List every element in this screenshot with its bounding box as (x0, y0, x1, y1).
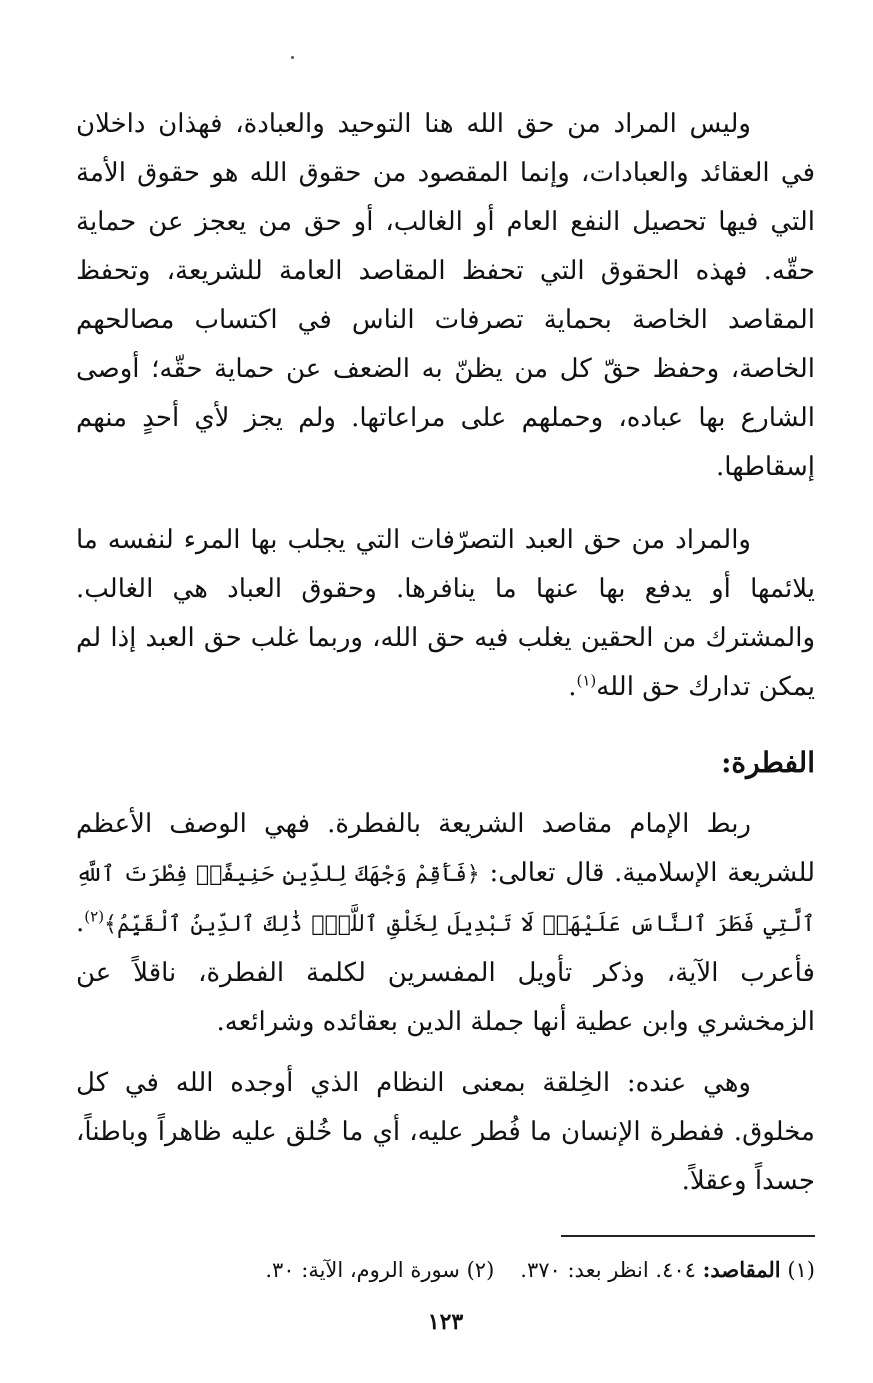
footnote-ref-1: (١) (576, 671, 597, 690)
paragraph-text: والمراد من حق العبد التصرّفات التي يجلب بها المرء لنفسه ما يلائمها أو يدفع بها عنها ما ينافرها. وحقوق العباد هي الغالب. والمشترك من الحقين يغلب فيه حق الله، وربما غلب حق العبد إذا لم يمكن تدارك حق الله (76, 525, 815, 702)
page-number: ١٢٣ (427, 1309, 464, 1335)
footnotes (76, 1252, 815, 1288)
footnote-1-text: ٤٠٤. انظر بعد: ٣٧٠. (520, 1258, 696, 1282)
paragraph-fitra (76, 800, 815, 1047)
paragraph-end: . (568, 672, 577, 702)
paragraph-fitra-definition: وهي عنده: الخِلقة بمعنى النظام الذي أوجده الله في كل مخلوق. ففطرة الإنسان ما فُطر عليه، أي ما خُلق عليه ظاهراً وباطناً، جسداً وعقلاً. (76, 1068, 815, 1196)
book-page (76, 0, 815, 1383)
footnote-separator (561, 1235, 815, 1237)
paragraph-rights-of-god: وليس المراد من حق الله هنا التوحيد والعبادة، فهذان داخلان في العقائد والعبادات، وإنما المقصود من حقوق الله هو حقوق الأمة التي فيها تحصيل النفع العام أو الغالب، أو حق من يعجز عن حماية حقّه. فهذه الحقوق التي تحفظ المقاصد العامة للشريعة، وتحفظ المقاصد الخاصة بحماية تصرفات الناس في اكتساب مصالحهم الخاصة، وحفظ حقّ كل من يظنّ به الضعف عن حماية حقّه؛ أوصى الشارع بها عباده، وحملهم على مراعاتها. ولم يجز لأي أحدٍ منهم إسقاطها. (76, 109, 815, 482)
footnote-ref-2: (٢) (84, 907, 105, 926)
paragraph-text: ربط الإمام مقاصد الشريعة بالفطرة. فهي الوصف الأعظم للشريعة الإسلامية. قال تعالى: (76, 809, 815, 888)
footnote-2-text: (٢) سورة الروم، الآية: ٣٠. (265, 1258, 495, 1282)
print-speck (291, 56, 294, 59)
section-heading-fitra: الفطرة: (721, 746, 815, 779)
quran-verse: ﴿فَأَقِمْ وَجْهَكَ لِلدِّينِ حَنِيفًاۚ فِطْرَتَ ٱللَّهِ ٱلَّتِي فَطَرَ ٱلنَّاسَ عَلَيْهَاۚ لَا تَبْدِيلَ لِخَلْقِ ٱللَّهِۚ ذَٰلِكَ ٱلدِّينُ ٱلْقَيِّمُ﴾ (76, 862, 815, 937)
footnote-1-label: المقاصد: (702, 1257, 781, 1282)
footnote-1-number: (١) (787, 1258, 815, 1282)
paragraph-text: . فأعرب الآية، وذكر تأويل المفسرين لكلمة الفطرة، ناقلاً عن الزمخشري وابن عطية أنها جملة الدين بعقائده وشرائعه. (76, 908, 815, 1037)
paragraph-rights-of-servant (76, 516, 815, 712)
